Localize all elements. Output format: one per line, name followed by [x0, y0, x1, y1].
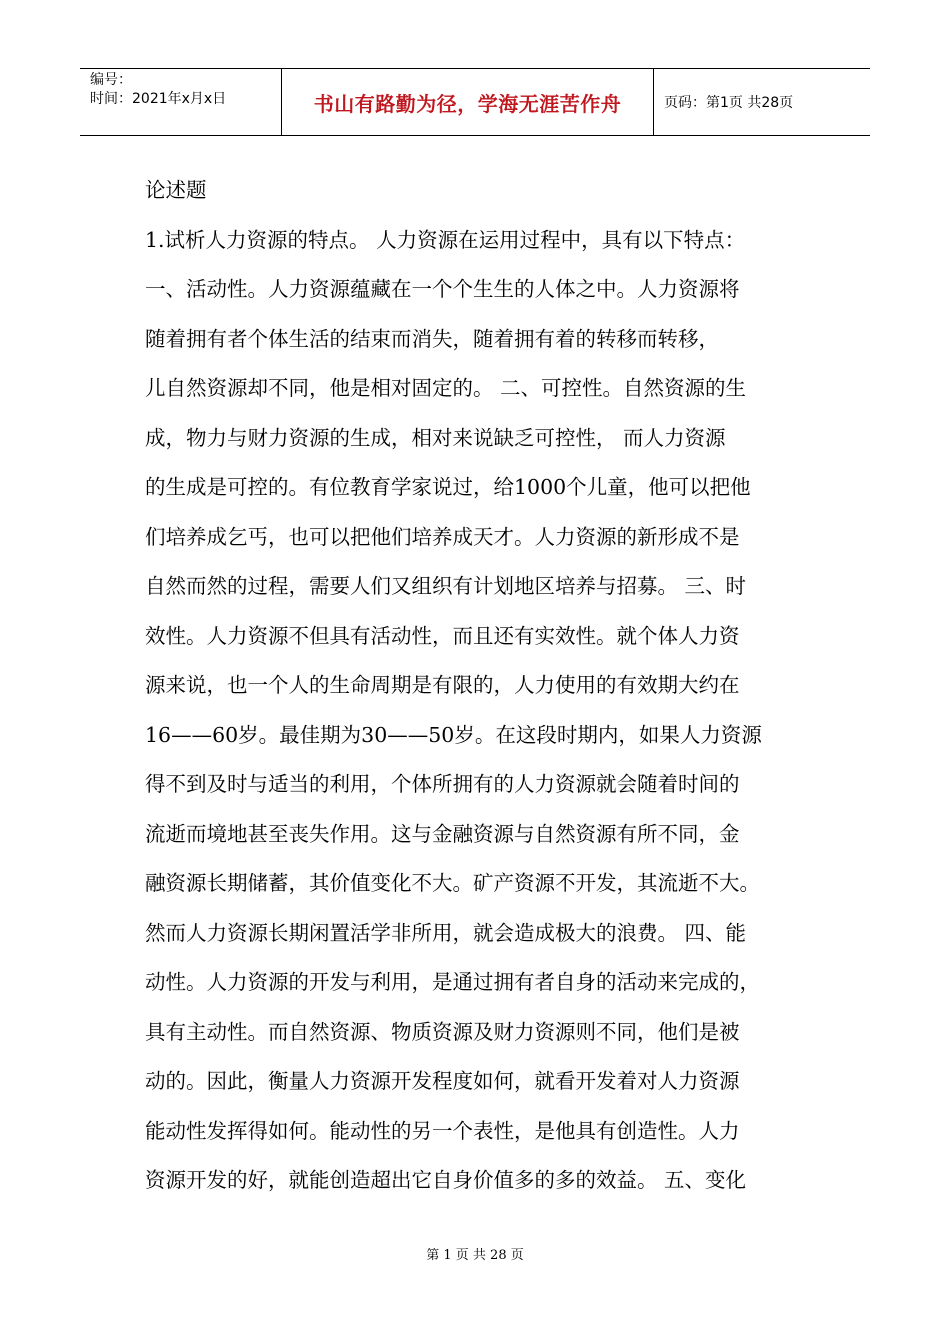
- section-title: 论述题: [145, 178, 207, 202]
- body-line: 一、活动性。人力资源蕴藏在一个个生生的人体之中。人力资源将: [145, 277, 740, 301]
- body-line: 资源开发的好，就能创造超出它自身价值多的多的效益。 五、变化: [145, 1168, 747, 1192]
- header-meta-cell: [80, 69, 282, 135]
- body-line: 16——60岁。最佳期为30——50岁。在这段时期内，如果人力资源: [145, 722, 762, 747]
- header-motto: 书山有路勤为径，学海无涯苦作舟: [282, 69, 654, 135]
- body-line: 自然而然的过程，需要人们又组织有计划地区培养与招募。 三、时: [145, 574, 747, 598]
- document-body: [145, 166, 815, 1206]
- serial-number-label: 编号：: [90, 72, 132, 88]
- body-line: 成，物力与财力资源的生成，相对来说缺乏可控性， 而人力资源: [145, 425, 726, 450]
- body-line: 效性。人力资源不但具有活动性，而且还有实效性。就个体人力资: [145, 623, 740, 648]
- body-line: 能动性发挥得如何。能动性的另一个表性，是他具有创造性。人力: [145, 1118, 740, 1143]
- body-line: 们培养成乞丐，也可以把他们培养成天才。人力资源的新形成不是: [145, 524, 740, 549]
- body-line: 融资源长期储蓄，其价值变化不大。矿产资源不开发，其流逝不大。: [145, 871, 760, 895]
- date-line: 时间：2021年x月x日: [90, 91, 227, 107]
- body-line: 具有主动性。而自然资源、物质资源及财力资源则不同，他们是被: [145, 1019, 740, 1044]
- body-line: 随着拥有者个体生活的结束而消失，随着拥有着的转移而转移，: [145, 326, 719, 351]
- body-line: 1.试析人力资源的特点。 人力资源在运用过程中，具有以下特点：: [145, 227, 746, 252]
- body-line: 得不到及时与适当的利用，个体所拥有的人力资源就会随着时间的: [145, 772, 740, 796]
- body-line: 源来说，也一个人的生命周期是有限的，人力使用的有效期大约在: [145, 673, 740, 697]
- header-page-info: 页码：第1页 共28页: [664, 95, 794, 111]
- page-footer: 第 1 页 共 28 页: [426, 1248, 524, 1263]
- page-header: [80, 68, 870, 136]
- body-line: 动的。因此，衡量人力资源开发程度如何，就看开发着对人力资源: [145, 1069, 740, 1093]
- body-line: 的生成是可控的。有位教育学家说过，给1000个儿童，他可以把他: [145, 475, 751, 499]
- body-line: 然而人力资源长期闲置活学非所用，就会造成极大的浪费。 四、能: [145, 920, 747, 945]
- body-line: 动性。人力资源的开发与利用，是通过拥有者自身的活动来完成的，: [145, 970, 760, 994]
- body-line: 儿自然资源却不同，他是相对固定的。 二、可控性。自然资源的生: [145, 376, 747, 400]
- body-line: 流逝而境地甚至丧失作用。这与金融资源与自然资源有所不同，金: [145, 821, 740, 846]
